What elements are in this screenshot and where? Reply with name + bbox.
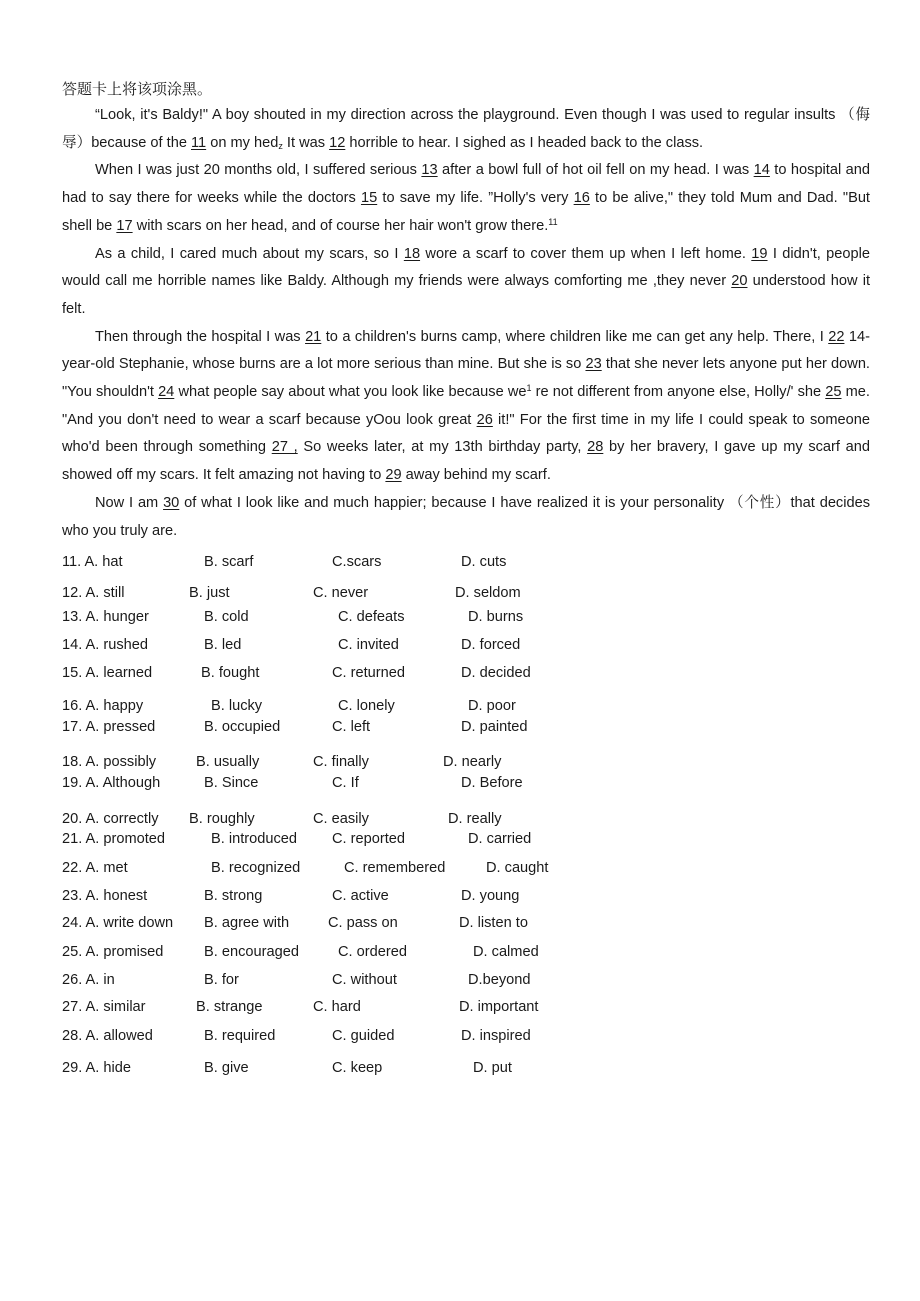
blank-28: 28: [587, 439, 604, 456]
blank-24: 24: [158, 384, 175, 401]
blank-30: 30: [163, 494, 180, 511]
blank-12: 12: [329, 134, 346, 151]
blank-16: 16: [573, 190, 590, 207]
paragraph-3: As a child, I cared much about my scars, so I 18 wore a scarf to cover them up when I left home. 19 I didn't, people would call me horrible names like Baldy. Although my friends were always comforting me ,they never 20 understood how it felt.: [62, 245, 870, 317]
blank-13: 13: [421, 162, 438, 179]
blank-17: 17: [116, 217, 133, 234]
paragraph-4: Then through the hospital I was 21 to a children's burns camp, where children like me can get any help. There, I 22 14-year-old Stephanie, whose burns are a lot more serious than mine. But she is so 23 that she never lets anyone put her down. "You shouldn't 24 what people say about what you look like because $we^1$ re not different from anyone else, Holly/' she 25 me. "And you don't need to wear a scarf because yOou look great 26 it!" For the first time in my life I could speak to someone who'd been through something 27 , So weeks later, at my 13th birthday party, 28 by her bravery, I gave up my scarf and showed off my scars. It felt amazing not having to 29 away behind my scarf.: [62, 328, 871, 484]
blank-29: 29: [385, 467, 402, 484]
paragraph-2: When I was just 20 months old, I suffered serious 13 after a bowl full of hot oil fell on my head. I was 14 to hospital and had to say there for weeks while the doctors 15 to save my life. ”Holly's very 16 to be alive," they told Mum and Dad. "But shell be 17 with scars on her head, and of course her hair won't grow there.$^{11}$: [62, 162, 871, 234]
blank-14: 14: [753, 162, 770, 179]
blank-19: 19: [751, 245, 768, 262]
paragraph-5: Now I am 30 of what I look like and much happier; because I have realized it is your personality （个性）that decides who you truly are.: [62, 494, 870, 539]
blank-22: 22: [828, 328, 845, 345]
blank-23: 23: [585, 356, 602, 373]
blank-26: 26: [476, 411, 493, 428]
answer-options: 11. A. hat B. scarf C.scars D. cuts 12. A. still B. just C. never D. seldom 13. A. hunger B. cold C. defeats D. burns 14. A. rushed B. led C. invited D. forced 15. A. learned B. fought C. returned D. decided 16. A. happy B. lucky C. lonely D. poor 17. A. pressed B. occupied C. left D. painted 18. A. possibly B. usually C. finally D. nearly 19. A. Although B. Since C. If D. Before 20. A. correctly B. roughly C. easily D. really 21. A. promoted B. introduced C. reported D. carried 22. A. met B. recognized C. remembered D. caught 23. A. honest B. strong C. active D. young 24. A. write down B. agree with C. pass on D. listen to 25. A. promised B. encouraged C. ordered D. calmed 26. A. in B. for C. without D.beyond 27. A. similar B. strange C. hard D. important 28. A. allowed B. required C. guided D. inspired 29. A. hide B. give C. keep D. put: [62, 554, 549, 1076]
blank-25: 25: [825, 384, 842, 401]
blank-15: 15: [360, 190, 378, 207]
blank-27: 27 ,: [271, 439, 298, 456]
blank-20: 20: [731, 273, 748, 290]
blank-18: 18: [403, 245, 421, 262]
blank-21: 21: [305, 328, 322, 345]
paragraph-1: “Look, it's Baldy!" A boy shouted in my direction across the playground. Even though I was used to regular insults （侮辱）because of the 11 on my hed$_z$ It was 12 horrible to hear. I sighed as I headed back to the class.: [62, 107, 870, 151]
instruction-line: 答题卡上将该项涂黑。: [62, 80, 213, 98]
blank-11: 11: [191, 134, 207, 151]
